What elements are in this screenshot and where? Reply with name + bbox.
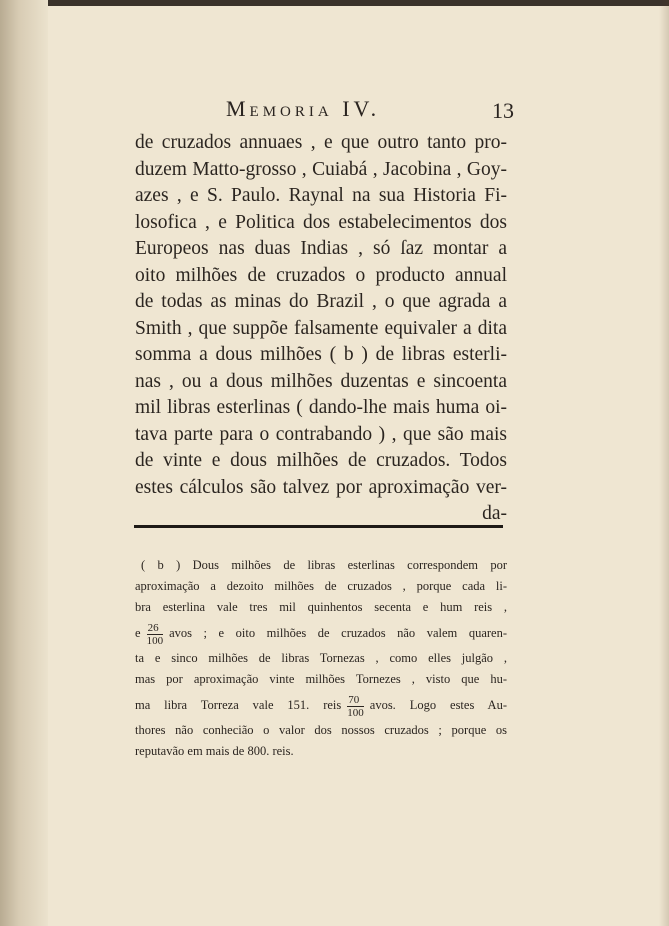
footnote-text: e (135, 626, 141, 640)
fraction-denominator: 100 (146, 634, 164, 647)
footnote-line: ta e sinco milhões de libras Tornezas , como elles julgão , (135, 651, 507, 665)
footnote-line: reputavão em mais de 800. reis. (135, 744, 294, 758)
footnote-text: avos ; e oito milhões de cruzados não valem quaren- (169, 626, 507, 640)
page-top-edge (0, 0, 669, 6)
fraction-denominator: 100 (347, 706, 364, 719)
footnote-line: bra esterlina vale tres mil quinhentos secenta e hum reis , (135, 600, 507, 614)
footnote-line-with-fraction (135, 690, 507, 720)
fraction-numerator: 70 (347, 694, 364, 707)
text-line: oito milhões de cruzados o producto annual (135, 264, 507, 286)
running-header (130, 96, 520, 126)
text-line: estes cálculos são talvez por aproximação ver- (135, 476, 507, 498)
main-text-block (135, 130, 507, 528)
text-line: losofica , e Politica dos estabelecimentos dos (135, 211, 507, 233)
catchword: da- (482, 503, 507, 524)
text-line: tava parte para o contrabando ) , que são mais (135, 423, 507, 445)
footnote-line: mas por aproximação vinte milhões Tornezes , visto que hu- (135, 672, 507, 686)
text-line: de cruzados annuaes , e que outro tanto pro- (135, 132, 507, 153)
fraction-numerator: 26 (147, 622, 164, 635)
footnote-text: ma libra Torreza vale 151. reis (135, 698, 342, 712)
text-line: Smith , que suppõe falsamente equivaler a dita (135, 317, 507, 339)
footnote-block (135, 555, 507, 762)
fraction-70-100 (347, 694, 364, 719)
text-line: mil libras esterlinas ( dando-lhe mais huma oi- (135, 397, 507, 418)
page-number: 13 (492, 98, 514, 123)
footnote-text: avos. Logo estes Au- (369, 698, 507, 712)
footnote-line: ( b ) Dous milhões de libras esterlinas correspondem por (141, 558, 507, 572)
footnote-line: thores não conhecião o valor dos nossos cruzados ; porque os (135, 723, 507, 737)
text-line: azes , e S. Paulo. Raynal na sua Historia Fi- (135, 185, 507, 206)
footnote-line-with-fraction (135, 618, 507, 648)
text-line: duzem Matto-grosso , Cuiabá , Jacobina , Goy- (135, 158, 507, 180)
text-line: somma a dous milhões ( b ) de libras esterli- (135, 344, 507, 365)
text-line: Europeos nas duas Indias , só ſaz montar a (135, 238, 507, 259)
footnote-rule (134, 525, 503, 528)
text-line: nas , ou a dous milhões duzentas e sincoenta (135, 370, 507, 392)
text-line: de todas as minas do Brazil , o que agrada a (135, 291, 507, 312)
text-line: de vinte e dous milhões de cruzados. Todos (135, 450, 507, 471)
running-title: Memoria IV. (226, 96, 381, 121)
page-edge-shade (659, 0, 669, 926)
footnote-line: aproximação a dezoito milhões de cruzados , porque cada li- (135, 579, 507, 593)
fraction-26-100 (147, 622, 164, 647)
page-gutter-shadow (0, 0, 48, 926)
